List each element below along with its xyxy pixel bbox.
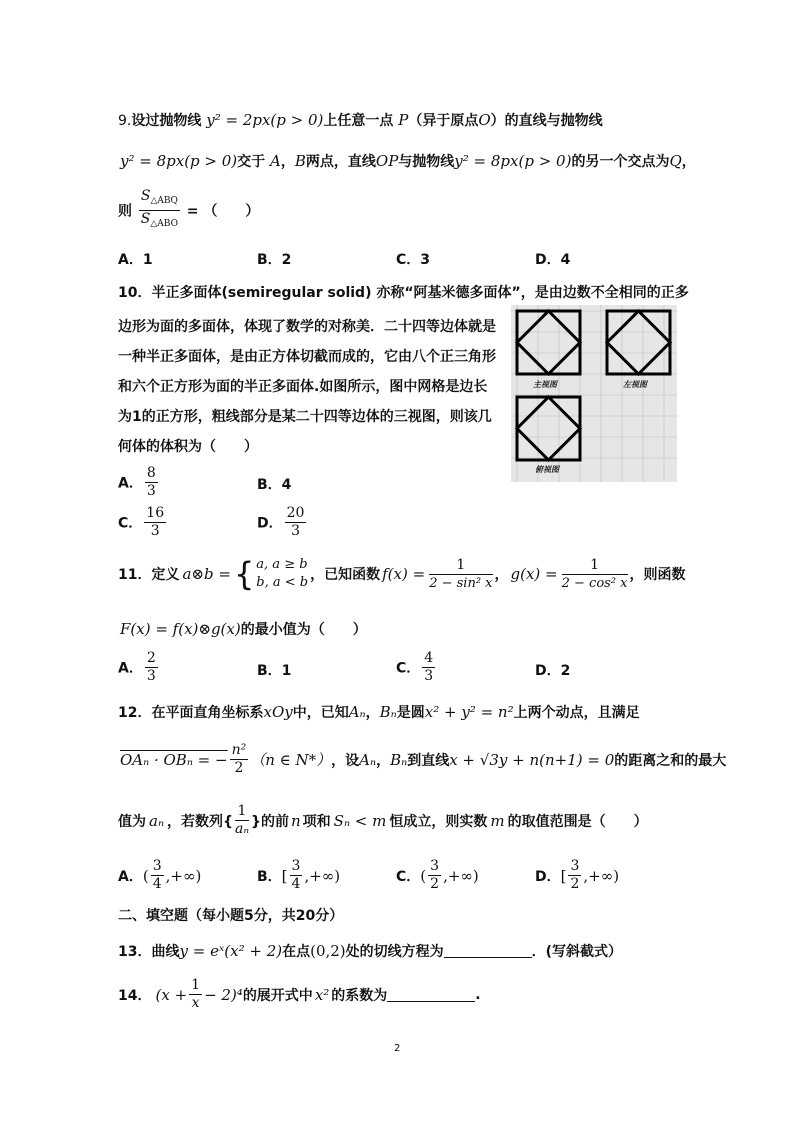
q9-line3: 则 $\frac{S_{\triangle ABQ}}{S_{\triangle ABO}}$ = （ ） (118, 188, 259, 233)
q12-option-c: C． ( $\frac{3}{2}$ ,+∞) (396, 858, 479, 892)
q11-line2: F(x) = f(x)⊗g(x)的最小值为（ ） (120, 620, 367, 638)
q10-option-a: A． $\frac{8}{3}$ (118, 465, 156, 499)
q12-line2: OAₙ · OBₙ = − $\frac{\text{n²}}{2}$ （n ∈ N*） ，设 Aₙ ， Bₙ 到直线 x + √3y + n(n+1) = 0 的距离之和的最大 (120, 742, 727, 776)
brace: { (233, 555, 255, 593)
q10-line2: 边形为面的多面体，体现了数学的对称美．二十四等边体就是 (118, 319, 496, 335)
q12-line3: 值为 aₙ ，若数列{ $\frac{1}{\text{aₙ}}$ }的前 n 项和 Sₙ < m 恒成立，则实数 m 的取值范围是（ ） (118, 803, 648, 837)
q10-line1: 10．半正多面体(semiregular solid) 亦称“阿基米德多面体”，是由边数不全相同的正多 (118, 285, 689, 301)
q13-line: 13．曲线y = eˣ(x² + 2)在点(0,2)处的切线方程为 ．(写斜截式） (118, 942, 623, 960)
q11-option-b: B．1 (257, 663, 292, 679)
q9-line2: y² = 8px(p > 0)交于 A，B两点，直线OP与抛物线y² = 8px(p > 0)的另一个交点为Q， (120, 152, 696, 170)
q12-option-d: D． [ $\frac{3}{2}$ ,+∞) (535, 858, 620, 892)
q14-line: 14． (x + $\frac{1}{x}$ − 2)⁴ 的展开式中 x² 的系数为 . (118, 977, 481, 1011)
q12-option-a: A． ( $\frac{3}{4}$ ,+∞) (118, 858, 202, 892)
q10-line4: 和六个正方形为面的半正多面体.如图所示，图中网格是边长 (118, 379, 488, 395)
q9-option-c: C．3 (396, 252, 431, 268)
q9-option-b: B．2 (257, 252, 292, 268)
q13-answer-blank[interactable] (444, 943, 532, 958)
top-view-label: 俯视图 (535, 465, 559, 474)
side-view-label: 左视图 (623, 380, 647, 389)
q11-option-c: C． $\frac{4}{3}$ (396, 650, 434, 684)
three-view-figure (511, 305, 677, 482)
q10-option-c: C． $\frac{16}{3}$ (118, 505, 165, 539)
q9-line1: 9.设过抛物线 y² = 2px(p > 0)上任意一点 P（异于原点O）的直线与抛物线 (118, 111, 603, 129)
q11-option-d: D．2 (535, 663, 571, 679)
q10-option-b: B．4 (257, 477, 292, 493)
q12-line1: 12．在平面直角坐标系xOy中，已知Aₙ，Bₙ是圆x² + y² = n²上两个动点，且满足 (118, 703, 640, 721)
q9-area-ratio: $\frac{S_{\triangle ABQ}}{S_{\triangle ABO}}$ (140, 188, 178, 229)
q10-line5: 为1的正方形，粗线部分是某二十四等边体的三视图，则该几 (118, 409, 492, 425)
q11-option-a: A． $\frac{2}{3}$ (118, 650, 156, 684)
q14-answer-blank[interactable] (387, 987, 475, 1002)
page-number: 2 (394, 1043, 401, 1054)
q11-line1: 11． 定义 a⊗b = { a, a ≥ b b, a < b ，已知函数 f(x) = $\frac{1}{\text{2 − sin² x}}$ ， g(x) = $\frac{1}{\text{2 − cos² x}}$ ，则函数 (118, 555, 686, 593)
figure-background (511, 305, 677, 482)
section-fill-in-title: 二、填空题（每小题5分，共20分） (118, 908, 344, 924)
q10-line3: 一种半正多面体，是由正方体切截而成的，它由八个正三角形 (118, 349, 496, 365)
q10-option-d: D． $\frac{20}{3}$ (257, 505, 305, 539)
q9-option-d: D．4 (535, 252, 571, 268)
q12-option-b: B． [ $\frac{3}{4}$ ,+∞) (257, 858, 341, 892)
q9-option-a: A．1 (118, 252, 153, 268)
front-view-label: 主视图 (533, 380, 557, 389)
q10-line6: 何体的体积为（ ） (118, 439, 258, 455)
